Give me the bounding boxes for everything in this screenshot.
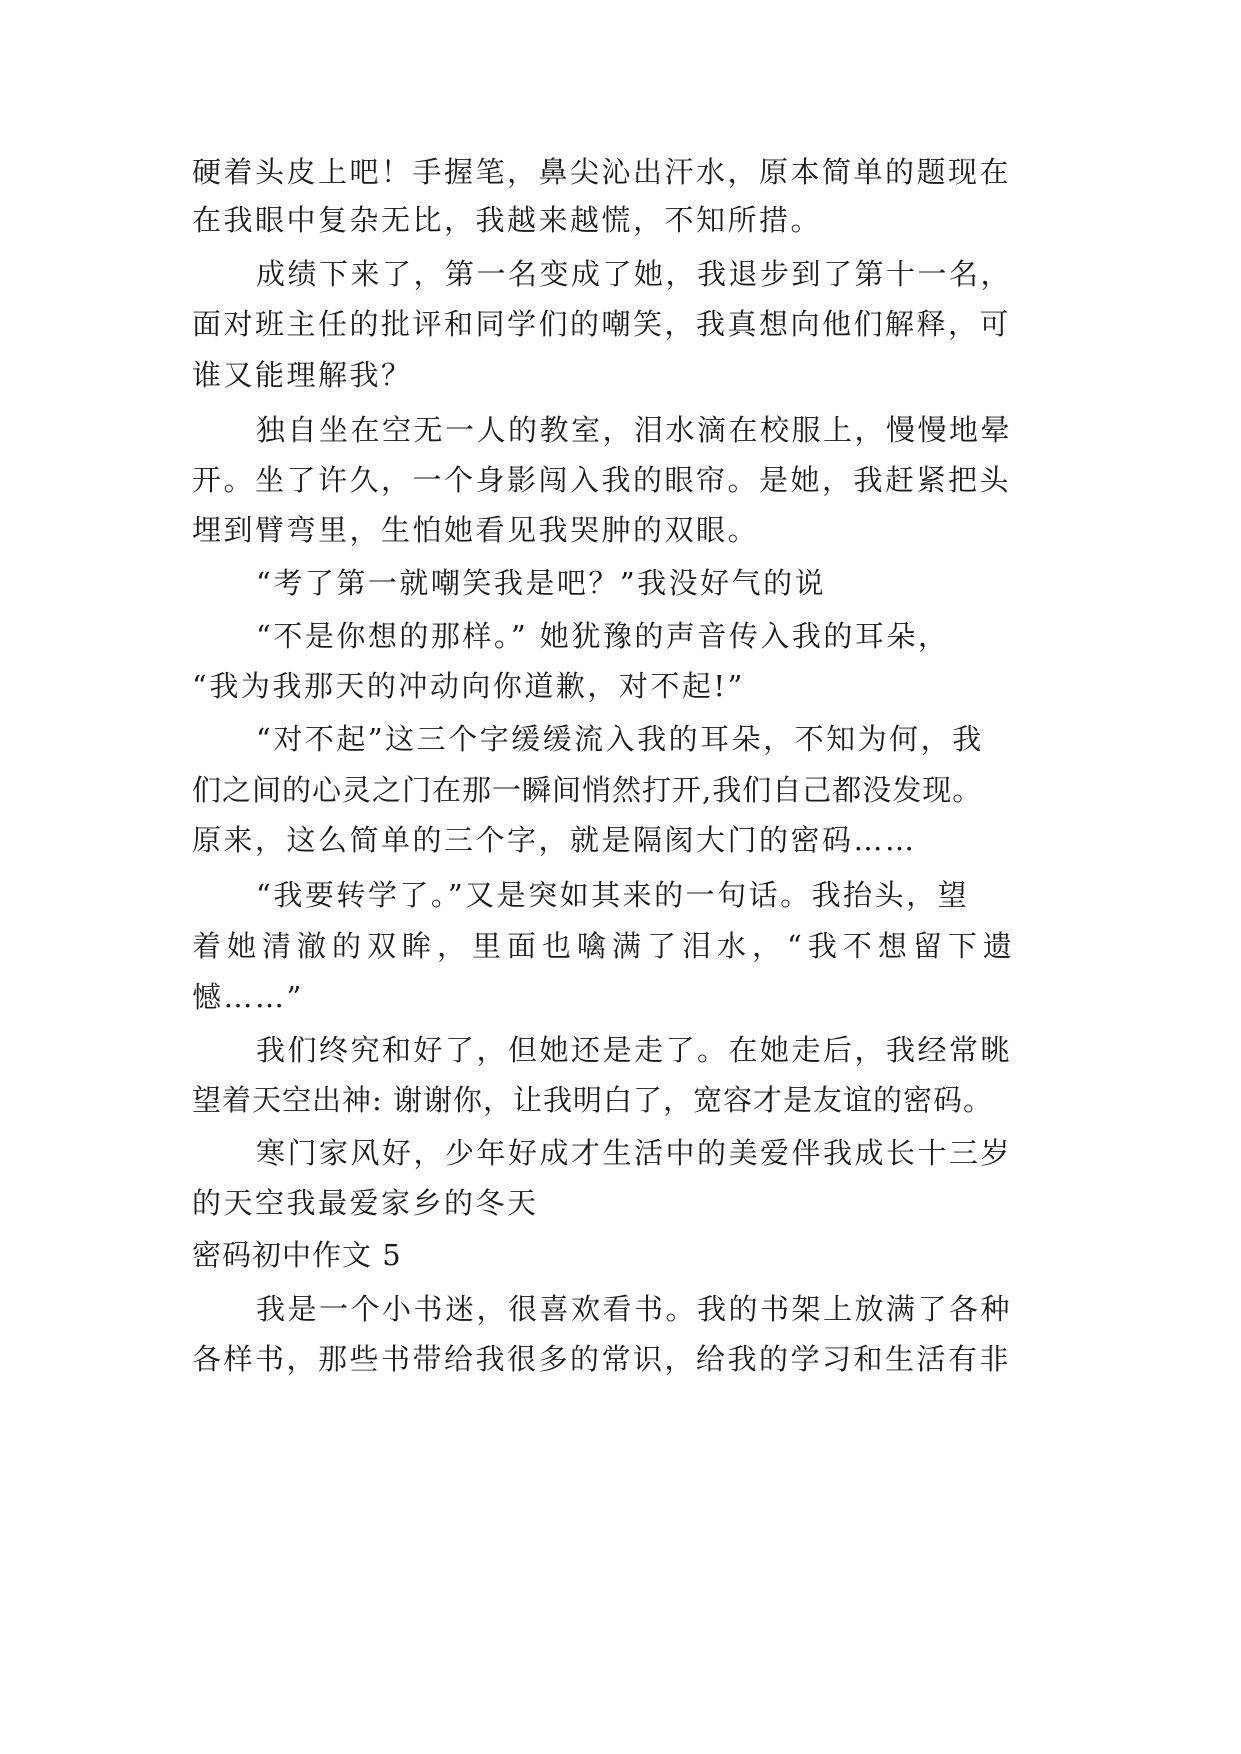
- text-line: “不是你想的那样。” 她犹豫的声音传入我的耳朵，: [256, 619, 950, 653]
- text-line: 独自坐在空无一人的教室，泪水滴在校服上，慢慢地晕: [256, 413, 1013, 447]
- text-line: 的天空我最爱家乡的冬天: [192, 1186, 539, 1220]
- section-heading: 密码初中作文 5: [192, 1238, 402, 1272]
- text-line: 埋到臂弯里，生怕她看见我哭肿的双眼。: [192, 513, 760, 547]
- text-line: “考了第一就嘲笑我是吧？”我没好气的说: [256, 566, 827, 600]
- text-line: 憾……”: [192, 980, 304, 1014]
- text-line: 们之间的心灵之门在那一瞬间悄然打开,我们自己都没发现。: [192, 773, 983, 807]
- text-line: 成绩下来了，第一名变成了她，我退步到了第十一名，: [256, 257, 1013, 291]
- text-line: 面对班主任的批评和同学们的嘲笑，我真想向他们解释，可: [192, 307, 1012, 341]
- text-line: “我为我那天的冲动向你道歉，对不起!”: [192, 669, 745, 703]
- text-line: 开。坐了许久，一个身影闯入我的眼帘。是她，我赶紧把头: [192, 463, 1012, 497]
- text-line: 我们终究和好了，但她还是走了。在她走后，我经常眺: [256, 1033, 1013, 1067]
- text-line: 各样书，那些书带给我很多的常识，给我的学习和生活有非: [192, 1342, 1012, 1376]
- text-line: 谁又能理解我？: [192, 358, 413, 392]
- text-line: 我是一个小书迷，很喜欢看书。我的书架上放满了各种: [256, 1292, 1013, 1326]
- text-line: 着她清澈的双眸，里面也噙满了泪水，“我不想留下遗: [192, 929, 1018, 963]
- text-line: 原来，这么简单的三个字，就是隔阂大门的密码……: [192, 823, 917, 857]
- text-line: 望着天空出神: 谢谢你，让我明白了，宽容才是友谊的密码。: [192, 1083, 993, 1117]
- text-line: “我要转学了。”又是突如其来的一句话。我抬头，望: [256, 878, 970, 912]
- text-line: 在我眼中复杂无比，我越来越慌，不知所措。: [192, 203, 823, 237]
- text-line: 硬着头皮上吧！手握笔，鼻尖沁出汗水，原本简单的题现在: [192, 155, 1012, 189]
- text-line: “对不起”这三个字缓缓流入我的耳朵，不知为何，我: [256, 722, 984, 756]
- text-line: 寒门家风好，少年好成才生活中的美爱伴我成长十三岁: [256, 1136, 1013, 1170]
